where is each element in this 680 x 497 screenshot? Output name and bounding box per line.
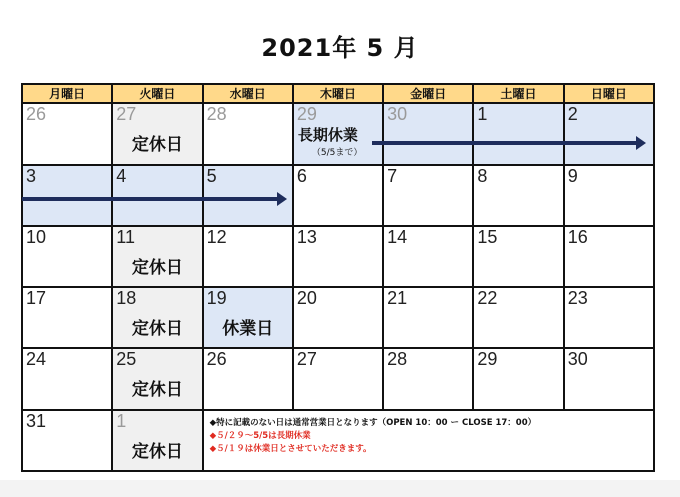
day-cell bbox=[203, 103, 293, 164]
day-number: 1 bbox=[116, 410, 127, 431]
day-cell bbox=[383, 348, 473, 409]
day-number: 16 bbox=[567, 226, 588, 247]
day-number: 29 bbox=[477, 349, 498, 370]
day-number: 3 bbox=[26, 165, 37, 186]
weekday-mon: 月曜日 bbox=[22, 84, 112, 103]
day-cell bbox=[293, 348, 383, 409]
week-row bbox=[22, 410, 654, 471]
day-cell bbox=[293, 226, 383, 287]
day-number: 12 bbox=[206, 226, 227, 247]
day-cell-closed bbox=[112, 103, 202, 164]
day-number: 28 bbox=[206, 104, 227, 125]
day-number: 19 bbox=[206, 288, 227, 309]
day-cell-closed bbox=[112, 410, 202, 471]
day-number: 7 bbox=[387, 165, 398, 186]
day-cell-holiday bbox=[22, 165, 112, 226]
day-cell bbox=[473, 348, 563, 409]
week-row bbox=[22, 287, 654, 348]
bottom-strip bbox=[0, 480, 680, 497]
long-holiday-sub: （5/5まで） bbox=[311, 148, 363, 159]
closed-day-label: 定休日 bbox=[131, 319, 183, 340]
day-number: 28 bbox=[387, 349, 408, 370]
holiday-arrow-week1 bbox=[372, 141, 637, 145]
day-number: 14 bbox=[387, 226, 408, 247]
day-number: 25 bbox=[116, 349, 137, 370]
day-cell bbox=[473, 226, 563, 287]
day-number: 26 bbox=[206, 349, 227, 370]
day-cell bbox=[293, 287, 383, 348]
day-number: 31 bbox=[26, 410, 47, 431]
closed-day-label: 定休日 bbox=[131, 257, 183, 278]
week-row bbox=[22, 103, 654, 164]
day-cell-holiday bbox=[473, 103, 563, 164]
day-number: 30 bbox=[387, 104, 408, 125]
day-number: 2 bbox=[567, 104, 578, 125]
weekday-fri: 金曜日 bbox=[383, 84, 473, 103]
day-cell bbox=[473, 287, 563, 348]
day-number: 24 bbox=[26, 349, 47, 370]
weekday-sun: 日曜日 bbox=[564, 84, 654, 103]
day-number: 18 bbox=[116, 288, 137, 309]
week-row bbox=[22, 226, 654, 287]
weekday-sat: 土曜日 bbox=[473, 84, 563, 103]
closed-day-label: 定休日 bbox=[131, 380, 183, 401]
notes-cell bbox=[203, 410, 654, 471]
note-business-hours: ◆特に記載のない日は通常営業日となります（OPEN 10：00 ー CLOSE 17：00） bbox=[209, 417, 537, 428]
day-cell-closed bbox=[112, 348, 202, 409]
day-off-label: 休業日 bbox=[222, 319, 274, 340]
day-cell-holiday bbox=[293, 103, 383, 164]
weekday-thu: 木曜日 bbox=[293, 84, 383, 103]
weekday-header-row bbox=[22, 84, 654, 103]
holiday-arrow-week2 bbox=[22, 197, 278, 201]
day-cell bbox=[203, 226, 293, 287]
day-cell bbox=[22, 103, 112, 164]
weekday-tue: 火曜日 bbox=[112, 84, 202, 103]
week-row bbox=[22, 348, 654, 409]
day-cell bbox=[383, 165, 473, 226]
week-row bbox=[22, 165, 654, 226]
arrow-head-icon bbox=[277, 192, 287, 206]
day-number: 11 bbox=[116, 226, 135, 247]
day-number: 30 bbox=[567, 349, 588, 370]
day-number: 29 bbox=[296, 104, 317, 125]
day-cell bbox=[22, 410, 112, 471]
weekday-wed: 水曜日 bbox=[203, 84, 293, 103]
day-number: 9 bbox=[567, 165, 578, 186]
day-number: 13 bbox=[296, 226, 317, 247]
note-long-holiday: ◆５/２９〜5/5は長期休業 bbox=[209, 430, 311, 441]
day-number: 17 bbox=[26, 288, 47, 309]
day-number: 21 bbox=[387, 288, 408, 309]
notes bbox=[210, 417, 537, 456]
day-number: 8 bbox=[477, 165, 488, 186]
day-number: 27 bbox=[296, 349, 317, 370]
calendar-title: 2021年 5 月 bbox=[261, 34, 419, 62]
day-number: 4 bbox=[116, 165, 127, 186]
closed-day-label: 定休日 bbox=[131, 441, 183, 462]
long-holiday-label: 長期休業 bbox=[297, 126, 358, 145]
day-cell-holiday bbox=[383, 103, 473, 164]
day-cell bbox=[564, 165, 654, 226]
day-cell bbox=[203, 348, 293, 409]
day-number: 1 bbox=[477, 104, 488, 125]
day-cell bbox=[564, 287, 654, 348]
arrow-head-icon bbox=[636, 136, 646, 150]
day-cell-dayoff bbox=[203, 287, 293, 348]
day-cell bbox=[383, 287, 473, 348]
day-cell bbox=[293, 165, 383, 226]
day-number: 15 bbox=[477, 226, 498, 247]
day-number: 26 bbox=[26, 104, 47, 125]
day-number: 22 bbox=[477, 288, 498, 309]
day-cell bbox=[564, 348, 654, 409]
day-number: 20 bbox=[296, 288, 317, 309]
day-cell bbox=[564, 226, 654, 287]
day-number: 10 bbox=[26, 226, 47, 247]
day-cell bbox=[473, 165, 563, 226]
closed-day-label: 定休日 bbox=[131, 135, 183, 156]
day-cell bbox=[383, 226, 473, 287]
day-number: 27 bbox=[116, 104, 137, 125]
day-number: 23 bbox=[567, 288, 588, 309]
day-cell-holiday bbox=[564, 103, 654, 164]
note-day-off: ◆５/１９は休業日とさせていただきます。 bbox=[209, 443, 372, 454]
day-cell bbox=[22, 287, 112, 348]
day-cell-closed bbox=[112, 287, 202, 348]
day-cell bbox=[22, 226, 112, 287]
day-cell-closed bbox=[112, 226, 202, 287]
day-cell-holiday bbox=[112, 165, 202, 226]
day-cell bbox=[22, 348, 112, 409]
day-number: 6 bbox=[296, 165, 307, 186]
day-number: 5 bbox=[206, 165, 217, 186]
